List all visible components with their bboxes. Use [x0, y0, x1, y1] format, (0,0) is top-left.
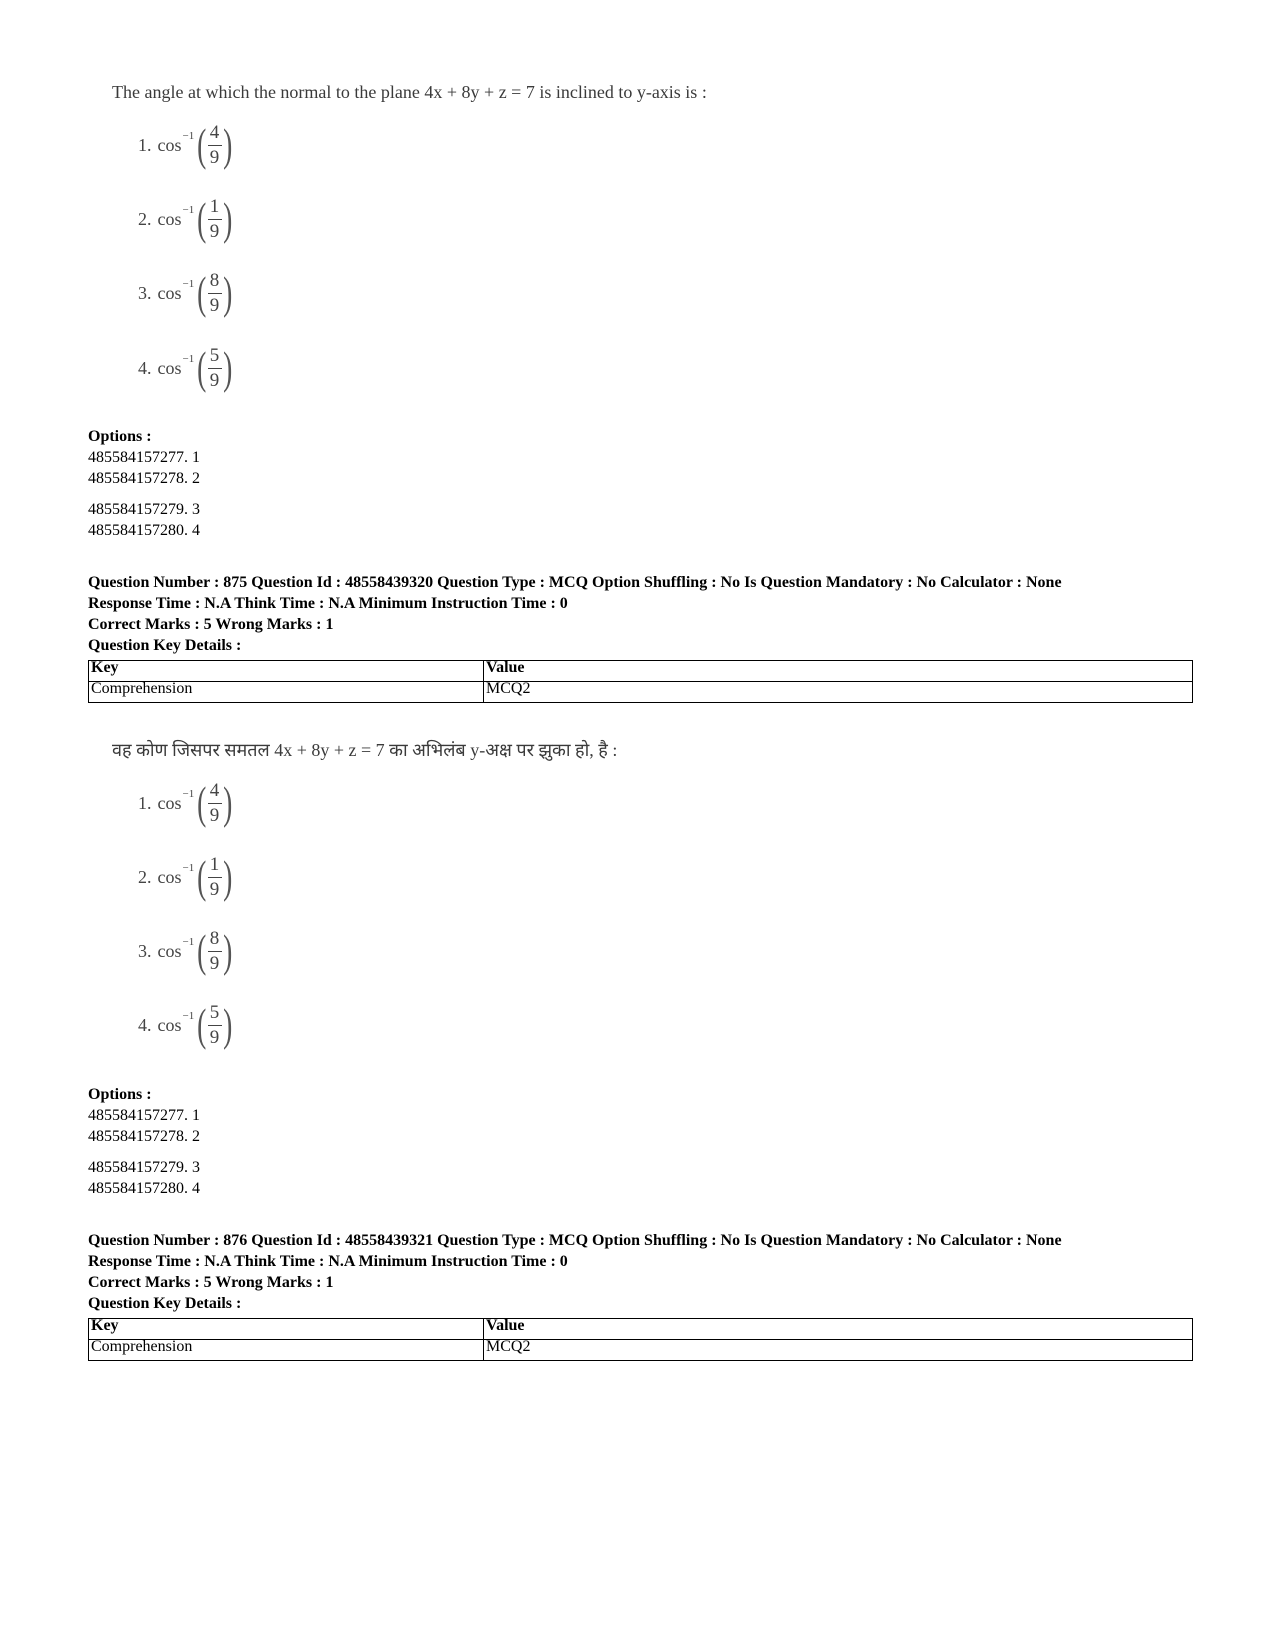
value-cell: MCQ2 — [484, 682, 1193, 703]
fraction — [208, 271, 222, 316]
denominator: 9 — [209, 220, 220, 242]
option-superscript: −1 — [182, 936, 195, 948]
denominator: 9 — [209, 146, 220, 168]
option-superscript: −1 — [182, 862, 195, 874]
option-number: 4. — [138, 1014, 152, 1035]
option-4: 4. cos −1 ( $\frac{5}{9}$ ) — [138, 342, 232, 393]
option-superscript: −1 — [182, 204, 195, 216]
question-key-table — [88, 1318, 1193, 1361]
option-1: 1. cos −1 ( $\frac{4}{9}$ ) — [138, 777, 232, 828]
option-superscript: −1 — [182, 278, 195, 290]
fraction — [208, 346, 222, 391]
option-id: 485584157280. 4 — [88, 522, 200, 539]
option-id: 485584157279. 3 — [88, 1159, 200, 1176]
key-cell: Comprehension — [89, 682, 484, 703]
option-superscript: −1 — [182, 130, 195, 142]
option-id: 485584157278. 2 — [88, 1128, 200, 1145]
option-function: cos — [157, 792, 182, 813]
option-4: 4. cos −1 ( $\frac{5}{9}$ ) — [138, 999, 232, 1050]
numerator: 1 — [209, 853, 220, 875]
option-id: 485584157277. 1 — [88, 1107, 200, 1124]
option-id: 485584157278. 2 — [88, 470, 200, 487]
response-time-line: Response Time : N.A Think Time : N.A Minimum Instruction Time : 0 — [88, 595, 568, 612]
value-header: Value — [484, 661, 1193, 682]
numerator: 1 — [209, 195, 220, 217]
option-3: 3. cos −1 ( $\frac{8}{9}$ ) — [138, 267, 232, 318]
marks-line: Correct Marks : 5 Wrong Marks : 1 — [88, 1274, 334, 1291]
denominator: 9 — [209, 1026, 220, 1048]
option-number: 4. — [138, 357, 152, 378]
numerator: 5 — [209, 344, 220, 366]
question-meta-line: Question Number : 876 Question Id : 48558439321 Question Type : MCQ Option Shuffling : No Is Question Mandatory : No Calculator : None — [88, 1232, 1062, 1249]
numerator: 8 — [209, 269, 220, 291]
response-time-line: Response Time : N.A Think Time : N.A Minimum Instruction Time : 0 — [88, 1253, 568, 1270]
key-details-label: Question Key Details : — [88, 1295, 242, 1312]
marks-line: Correct Marks : 5 Wrong Marks : 1 — [88, 616, 334, 633]
denominator: 9 — [209, 294, 220, 316]
option-number: 3. — [138, 282, 152, 303]
key-cell: Comprehension — [89, 1340, 484, 1361]
option-id: 485584157277. 1 — [88, 449, 200, 466]
option-2: 2. cos −1 ( $\frac{1}{9}$ ) — [138, 851, 232, 902]
question-text-hindi: वह कोण जिसपर समतल 4x + 8y + z = 7 का अभिलंब y-अक्ष पर झुका हो, है : — [112, 740, 618, 760]
fraction — [208, 929, 222, 974]
question-key-table — [88, 660, 1193, 703]
option-id: 485584157280. 4 — [88, 1180, 200, 1197]
fraction — [208, 197, 222, 242]
option-function: cos — [157, 357, 182, 378]
option-function: cos — [157, 1014, 182, 1035]
numerator: 5 — [209, 1001, 220, 1023]
question-meta-line: Question Number : 875 Question Id : 48558439320 Question Type : MCQ Option Shuffling : No Is Question Mandatory : No Calculator : None — [88, 574, 1062, 591]
numerator: 8 — [209, 927, 220, 949]
key-header: Key — [89, 1319, 484, 1340]
options-label: Options : — [88, 428, 152, 445]
option-superscript: −1 — [182, 353, 195, 365]
question-text-english: The angle at which the normal to the plane 4x + 8y + z = 7 is inclined to y-axis is : — [112, 82, 707, 102]
option-1: 1. cos −1 ( $\frac{4}{9}$ ) — [138, 119, 232, 170]
option-number: 3. — [138, 940, 152, 961]
denominator: 9 — [209, 369, 220, 391]
option-3: 3. cos −1 ( $\frac{8}{9}$ ) — [138, 925, 232, 976]
option-number: 1. — [138, 134, 152, 155]
numerator: 4 — [209, 121, 220, 143]
fraction — [208, 781, 222, 826]
denominator: 9 — [209, 878, 220, 900]
denominator: 9 — [209, 952, 220, 974]
value-cell: MCQ2 — [484, 1340, 1193, 1361]
option-number: 2. — [138, 208, 152, 229]
option-function: cos — [157, 940, 182, 961]
option-number: 1. — [138, 792, 152, 813]
option-2: 2. cos −1 ( $\frac{1}{9}$ ) — [138, 193, 232, 244]
option-function: cos — [157, 282, 182, 303]
option-superscript: −1 — [182, 788, 195, 800]
option-superscript: −1 — [182, 1010, 195, 1022]
option-number: 2. — [138, 866, 152, 887]
fraction — [208, 855, 222, 900]
key-header: Key — [89, 661, 484, 682]
fraction — [208, 123, 222, 168]
options-label: Options : — [88, 1086, 152, 1103]
numerator: 4 — [209, 779, 220, 801]
fraction — [208, 1003, 222, 1048]
option-function: cos — [157, 866, 182, 887]
denominator: 9 — [209, 804, 220, 826]
value-header: Value — [484, 1319, 1193, 1340]
option-id: 485584157279. 3 — [88, 501, 200, 518]
option-function: cos — [157, 134, 182, 155]
option-function: cos — [157, 208, 182, 229]
key-details-label: Question Key Details : — [88, 637, 242, 654]
